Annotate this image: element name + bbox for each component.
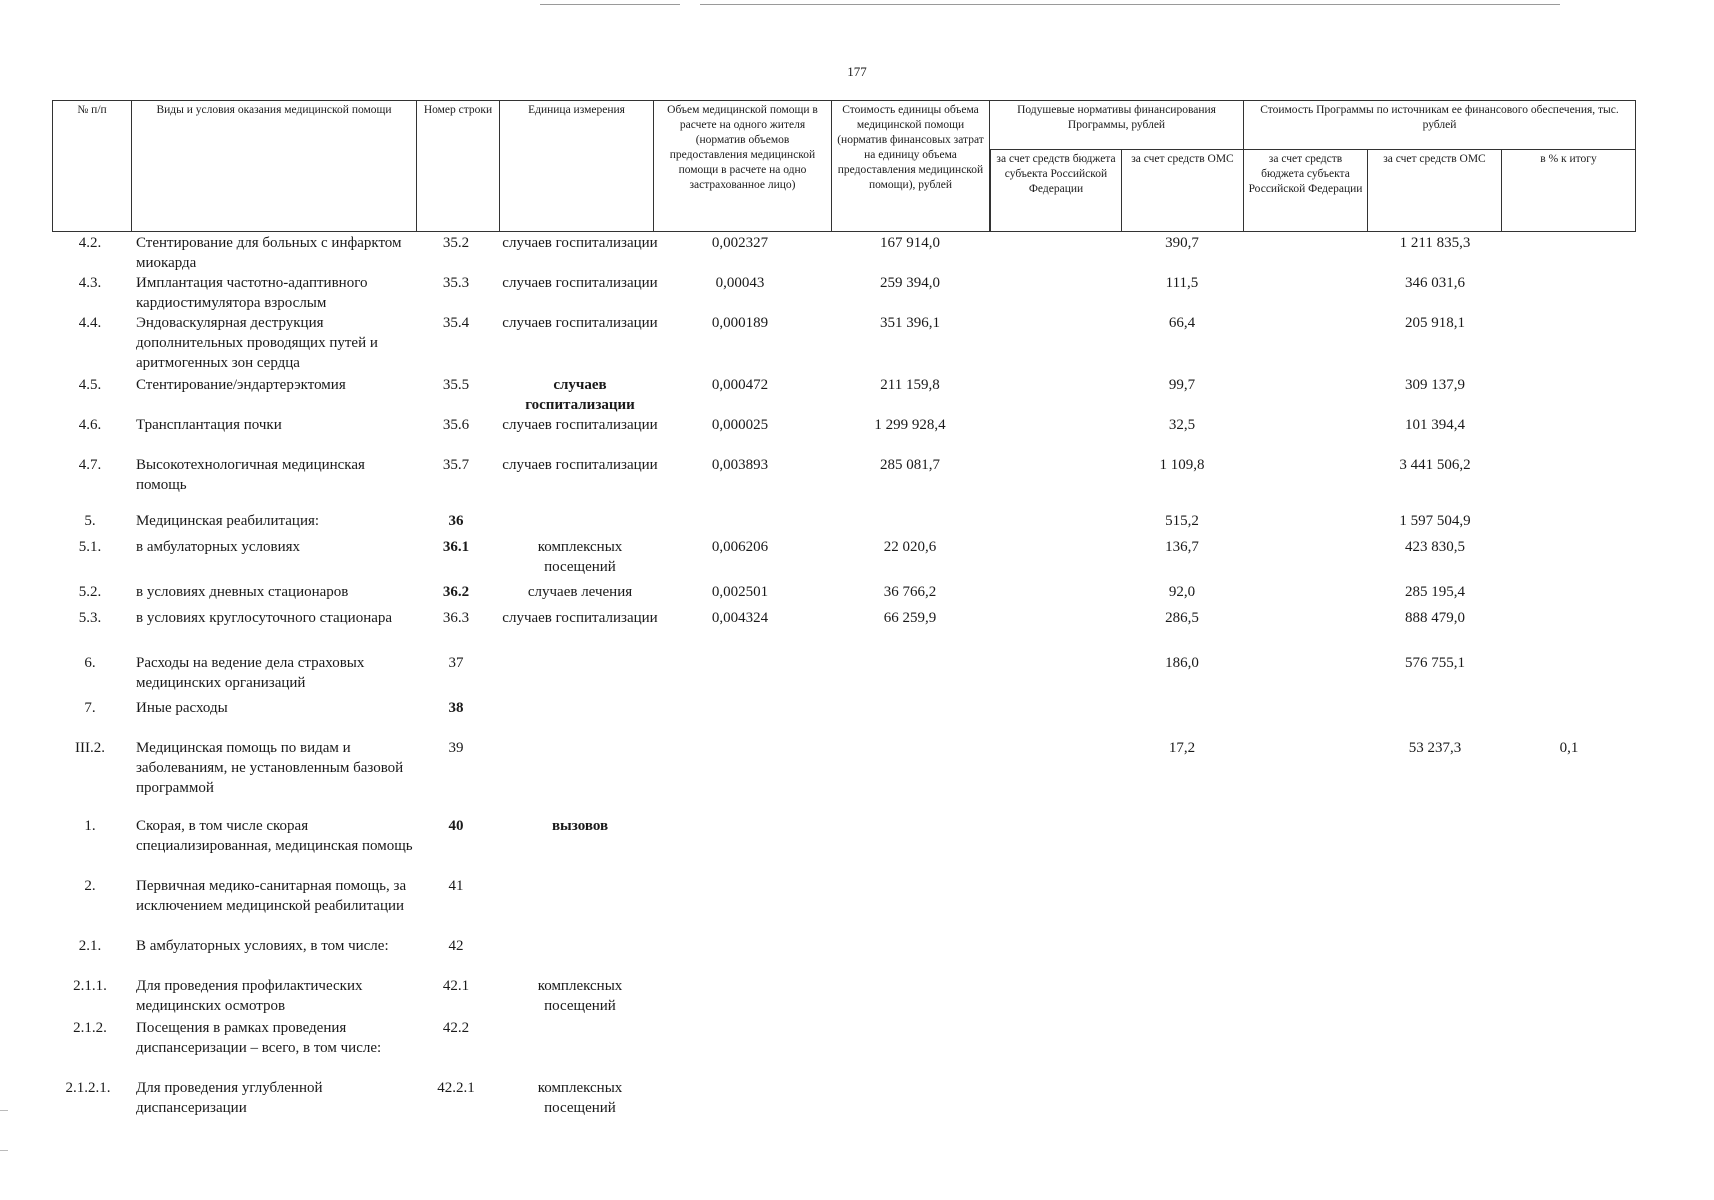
row-oms: 32,5 bbox=[1168, 417, 1196, 433]
row-program-oms: 423 830,5 bbox=[1405, 539, 1465, 555]
row-line-number: 42 bbox=[448, 938, 464, 954]
row-cost: 167 914,0 bbox=[880, 235, 940, 251]
row-program-oms: 1 597 504,9 bbox=[1399, 513, 1471, 529]
scan-top-line bbox=[540, 4, 680, 5]
row-line-number: 35.3 bbox=[442, 275, 470, 291]
row-number: 5.2. bbox=[78, 584, 102, 600]
row-line-number: 35.4 bbox=[442, 315, 470, 331]
header-oms: за счет средств ОМС bbox=[1122, 150, 1244, 232]
header-per-capita: Подушевые нормативы финансирования Программы, рублей bbox=[990, 100, 1244, 150]
row-line-number: 35.2 bbox=[442, 235, 470, 251]
row-volume: 0,004324 bbox=[711, 610, 769, 626]
row-number: 4.2. bbox=[78, 235, 102, 251]
row-unit: случаев госпитализации bbox=[502, 610, 658, 626]
row-unit: случаев госпитализации bbox=[502, 417, 658, 433]
row-oms: 17,2 bbox=[1168, 740, 1196, 756]
row-number: 2.1.2.1. bbox=[65, 1080, 111, 1096]
row-line-number: 36.2 bbox=[442, 584, 470, 600]
row-line-number: 42.2 bbox=[442, 1020, 470, 1036]
row-line-number: 39 bbox=[448, 740, 464, 756]
row-name: Для проведения углубленной диспансеризации bbox=[136, 1080, 323, 1116]
row-name: в амбулаторных условиях bbox=[136, 539, 301, 555]
row-program-oms: 576 755,1 bbox=[1405, 655, 1465, 671]
header-volume: Объем медицинской помощи в расчете на одного жителя (норматив объемов предоставления медицинской помощи в расчете на одно застрахованное лицо) bbox=[654, 100, 832, 232]
row-number: 7. bbox=[84, 700, 96, 716]
row-line-number: 35.7 bbox=[442, 457, 470, 473]
row-oms: 515,2 bbox=[1165, 513, 1199, 529]
row-line-number: 35.6 bbox=[442, 417, 470, 433]
row-name: Медицинская помощь по видам и заболеваниям, не установленным базовой программой bbox=[136, 740, 404, 796]
row-number: 4.4. bbox=[78, 315, 102, 331]
row-unit: случаев госпитализации bbox=[525, 377, 635, 413]
header-program-cost: Стоимость Программы по источникам ее финансового обеспечения, тыс. рублей bbox=[1244, 100, 1636, 150]
header-unit: Единица измерения bbox=[500, 100, 654, 232]
row-unit: вызовов bbox=[551, 818, 609, 834]
row-program-oms: 346 031,6 bbox=[1405, 275, 1465, 291]
row-unit: случаев госпитализации bbox=[502, 275, 658, 291]
row-line-number: 36.3 bbox=[442, 610, 470, 626]
row-line-number: 36.1 bbox=[442, 539, 470, 555]
row-line-number: 41 bbox=[448, 878, 464, 894]
row-line-number: 38 bbox=[448, 700, 464, 716]
row-program-oms: 3 441 506,2 bbox=[1399, 457, 1471, 473]
scan-top-line bbox=[700, 4, 1560, 5]
row-name: Высокотехнологичная медицинская помощь bbox=[136, 457, 365, 493]
row-name: Эндоваскулярная деструкция дополнительных проводящих путей и аритмогенных зон сердца bbox=[136, 315, 378, 371]
header-budget: за счет средств бюджета субъекта Российской Федерации bbox=[990, 150, 1122, 232]
row-name: В амбулаторных условиях, в том числе: bbox=[136, 938, 389, 954]
header-line-no: Номер строки bbox=[417, 100, 500, 232]
row-line-number: 36 bbox=[448, 513, 464, 529]
row-name: в условиях дневных стационаров bbox=[136, 584, 349, 600]
row-cost: 211 159,8 bbox=[880, 377, 940, 393]
row-number: 4.6. bbox=[78, 417, 102, 433]
row-oms: 66,4 bbox=[1168, 315, 1196, 331]
row-name: Скорая, в том числе скорая специализированная, медицинская помощь bbox=[136, 818, 413, 854]
row-oms: 286,5 bbox=[1165, 610, 1199, 626]
row-unit: комплексных посещений bbox=[537, 978, 623, 1014]
row-oms: 99,7 bbox=[1168, 377, 1196, 393]
row-unit: случаев лечения bbox=[527, 584, 633, 600]
row-volume: 0,000025 bbox=[711, 417, 769, 433]
row-unit: случаев госпитализации bbox=[502, 457, 658, 473]
row-cost: 351 396,1 bbox=[880, 315, 940, 331]
row-cost: 36 766,2 bbox=[883, 584, 937, 600]
scan-margin-mark bbox=[0, 1110, 8, 1111]
row-cost: 66 259,9 bbox=[883, 610, 937, 626]
row-program-oms: 53 237,3 bbox=[1408, 740, 1462, 756]
row-name: Иные расходы bbox=[136, 700, 228, 716]
row-number: 1. bbox=[84, 818, 96, 834]
row-cost: 285 081,7 bbox=[880, 457, 940, 473]
row-number: 4.7. bbox=[78, 457, 102, 473]
row-name: Стентирование для больных с инфарктом миокарда bbox=[136, 235, 402, 271]
row-number: 4.3. bbox=[78, 275, 102, 291]
row-volume: 0,000472 bbox=[711, 377, 769, 393]
row-line-number: 40 bbox=[448, 818, 464, 834]
row-number: 2. bbox=[84, 878, 96, 894]
row-number: 2.1. bbox=[78, 938, 102, 954]
row-program-oms: 888 479,0 bbox=[1405, 610, 1465, 626]
row-oms: 1 109,8 bbox=[1159, 457, 1205, 473]
row-number: III.2. bbox=[75, 740, 105, 756]
row-name: Расходы на ведение дела страховых медицинских организаций bbox=[136, 655, 365, 691]
row-cost: 22 020,6 bbox=[883, 539, 937, 555]
row-name: Медицинская реабилитация: bbox=[136, 513, 320, 529]
header-num: № п/п bbox=[52, 100, 132, 232]
row-line-number: 35.5 bbox=[442, 377, 470, 393]
row-number: 4.5. bbox=[78, 377, 102, 393]
row-name: Первичная медико-санитарная помощь, за исключением медицинской реабилитации bbox=[136, 878, 407, 914]
row-oms: 136,7 bbox=[1165, 539, 1199, 555]
row-oms: 390,7 bbox=[1165, 235, 1199, 251]
row-program-oms: 309 137,9 bbox=[1405, 377, 1465, 393]
row-oms: 186,0 bbox=[1165, 655, 1199, 671]
row-volume: 0,000189 bbox=[711, 315, 769, 331]
row-unit: комплексных посещений bbox=[537, 539, 623, 575]
row-number: 5.3. bbox=[78, 610, 102, 626]
row-name: Для проведения профилактических медицинских осмотров bbox=[136, 978, 363, 1014]
row-line-number: 37 bbox=[448, 655, 464, 671]
row-name: Посещения в рамках проведения диспансеризации – всего, в том числе: bbox=[136, 1020, 382, 1056]
row-name: в условиях круглосуточного стационара bbox=[136, 610, 393, 626]
row-program-oms: 1 211 835,3 bbox=[1399, 235, 1471, 251]
row-name: Трансплантация почки bbox=[136, 417, 282, 433]
row-cost: 259 394,0 bbox=[880, 275, 940, 291]
row-unit: комплексных посещений bbox=[537, 1080, 623, 1116]
row-volume: 0,002327 bbox=[711, 235, 769, 251]
header-budget2: за счет средств бюджета субъекта Российской Федерации bbox=[1244, 150, 1368, 232]
header-cost: Стоимость единицы объема медицинской помощи (норматив финансовых затрат на единицу объема предоставления медицинской помощи), рублей bbox=[832, 100, 990, 232]
row-unit: случаев госпитализации bbox=[502, 235, 658, 251]
header-kinds: Виды и условия оказания медицинской помощи bbox=[132, 100, 417, 232]
row-program-oms: 285 195,4 bbox=[1405, 584, 1465, 600]
header-percent: в % к итогу bbox=[1502, 150, 1636, 232]
row-name: Имплантация частотно-адаптивного кардиостимулятора взрослым bbox=[136, 275, 368, 311]
row-volume: 0,006206 bbox=[711, 539, 769, 555]
row-oms: 111,5 bbox=[1165, 275, 1199, 291]
row-percent: 0,1 bbox=[1559, 740, 1579, 756]
row-oms: 92,0 bbox=[1168, 584, 1196, 600]
row-number: 5.1. bbox=[78, 539, 102, 555]
row-line-number: 42.1 bbox=[442, 978, 470, 994]
row-name: Стентирование/эндартерэктомия bbox=[136, 377, 346, 393]
scan-margin-mark bbox=[0, 1150, 8, 1151]
row-program-oms: 205 918,1 bbox=[1405, 315, 1465, 331]
row-number: 2.1.1. bbox=[73, 978, 107, 994]
row-unit: случаев госпитализации bbox=[502, 315, 658, 331]
row-number: 6. bbox=[84, 655, 96, 671]
header-oms2: за счет средств ОМС bbox=[1368, 150, 1502, 232]
row-cost: 1 299 928,4 bbox=[874, 417, 946, 433]
row-number: 2.1.2. bbox=[73, 1020, 107, 1036]
page-number: 177 bbox=[847, 64, 867, 79]
row-volume: 0,00043 bbox=[715, 275, 765, 291]
row-line-number: 42.2.1 bbox=[437, 1080, 475, 1096]
row-volume: 0,003893 bbox=[711, 457, 769, 473]
row-program-oms: 101 394,4 bbox=[1405, 417, 1465, 433]
row-volume: 0,002501 bbox=[711, 584, 769, 600]
row-number: 5. bbox=[84, 513, 96, 529]
